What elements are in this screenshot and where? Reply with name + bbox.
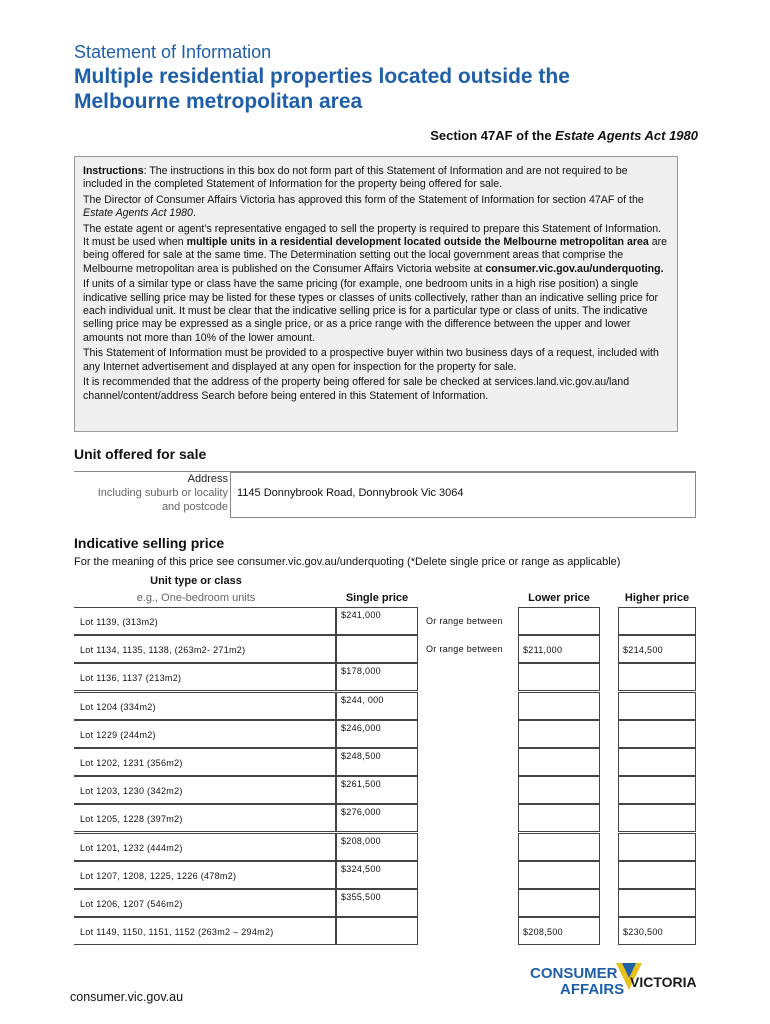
lower-price-cell[interactable] [518, 692, 600, 720]
price-meaning-note: For the meaning of this price see consumer.vic.gov.au/underquoting (*Delete single price or range as applicable) [74, 556, 621, 568]
higher-price-cell[interactable]: $230,500 [618, 917, 696, 945]
higher-price-cell[interactable] [618, 804, 696, 832]
unit-cell: Lot 1229 (244m2) [74, 720, 336, 748]
consumer-affairs-victoria-logo [530, 960, 702, 1004]
table-row [74, 748, 696, 776]
instructions-p5: This Statement of Information must be provided to a prospective buyer within two business days of a request, included with any Internet advertisement and displayed at any open for inspection for the property for sale. [83, 347, 659, 373]
single-price-cell[interactable]: $178,000 [336, 663, 418, 691]
higher-price-cell[interactable] [618, 607, 696, 635]
single-price-cell[interactable]: $324,500 [336, 861, 418, 889]
higher-price-cell[interactable]: $214,500 [618, 635, 696, 663]
higher-price-cell[interactable] [618, 776, 696, 804]
instructions-p4: If units of a similar type or class have the same pricing (for example, one bedroom units in a high rise position) a single indicative selling price may be listed for these types or classes of units collectively, rather than an indicative selling price for each individual unit. It must be clear that the indicative selling price is for a particular type or class of units. The indicative selling price may be expressed as a single price, or as a price range with the difference between the upper and lower amounts not more than 10% of the lower amount. [83, 278, 659, 344]
lower-price-cell[interactable]: $211,000 [518, 635, 600, 663]
unit-type-example: e.g., One-bedroom units [136, 592, 256, 604]
unit-cell: Lot 1201, 1232 (444m2) [74, 833, 336, 861]
higher-price-cell[interactable] [618, 889, 696, 917]
single-price-header: Single price [345, 592, 409, 604]
single-price-cell[interactable]: $246,000 [336, 720, 418, 748]
higher-price-cell[interactable] [618, 748, 696, 776]
single-price-cell[interactable]: $208,000 [336, 833, 418, 861]
unit-cell: Lot 1207, 1208, 1225, 1226 (478m2) [74, 861, 336, 889]
lower-price-cell[interactable] [518, 833, 600, 861]
logo-word: VICTORIA [630, 974, 697, 990]
table-row [74, 833, 696, 861]
section-prefix: Section 47AF of the [430, 128, 556, 143]
lower-price-cell[interactable] [518, 607, 600, 635]
higher-price-cell[interactable] [618, 692, 696, 720]
single-price-cell[interactable]: $276,000 [336, 804, 418, 832]
higher-price-header: Higher price [624, 592, 690, 604]
lower-price-cell[interactable] [518, 663, 600, 691]
higher-price-cell[interactable] [618, 861, 696, 889]
instructions-box [74, 156, 678, 432]
unit-cell: Lot 1139, (313m2) [74, 607, 336, 635]
section-act: Estate Agents Act 1980 [555, 128, 698, 143]
or-range-label: Or range between [426, 616, 503, 626]
higher-price-cell[interactable] [618, 663, 696, 691]
footer-website: consumer.vic.gov.au [70, 990, 184, 1004]
address-field[interactable]: 1145 Donnybrook Road, Donnybrook Vic 3064 [230, 472, 696, 518]
table-row [74, 607, 696, 635]
section-reference [430, 128, 698, 143]
table-row [74, 917, 696, 945]
instructions-p3 [83, 223, 669, 277]
address-label-sub1: Including suburb or locality [97, 487, 228, 499]
address-label-main: Address [187, 473, 228, 485]
single-price-cell[interactable] [336, 917, 418, 945]
lower-price-cell[interactable]: $208,500 [518, 917, 600, 945]
address-label [74, 472, 228, 514]
instructions-p2-text: The Director of Consumer Affairs Victoria has approved this form of the Statement of Information for section 47AF of the [83, 193, 644, 206]
table-row [74, 692, 696, 720]
instructions-p2 [83, 194, 669, 221]
lower-price-cell[interactable] [518, 720, 600, 748]
unit-cell: Lot 1203, 1230 (342m2) [74, 776, 336, 804]
single-price-cell[interactable]: $261,500 [336, 776, 418, 804]
logo-line1: CONSUMER [530, 965, 618, 982]
table-row [74, 663, 696, 691]
single-price-cell[interactable] [336, 635, 418, 663]
instructions-p3-b: multiple units in a residential development located outside the Melbourne metropolitan area [186, 236, 649, 249]
single-price-cell[interactable]: $248,500 [336, 748, 418, 776]
title-line-1: Multiple residential properties located outside the [74, 65, 570, 88]
unit-cell: Lot 1134, 1135, 1138, (263m2- 271m2) [74, 635, 336, 663]
table-row [74, 889, 696, 917]
or-range-label: Or range between [426, 644, 503, 655]
unit-cell: Lot 1205, 1228 (397m2) [74, 804, 336, 832]
instructions-label: Instructions [83, 165, 144, 177]
logo-line2: AFFAIRS [560, 981, 625, 998]
indicative-price-heading: Indicative selling price [74, 535, 225, 551]
instructions-p2-end: . [192, 207, 196, 220]
table-row [74, 804, 696, 832]
unit-cell: Lot 1149, 1150, 1151, 1152 (263m2 – 294m2) [74, 917, 336, 945]
lower-price-cell[interactable] [518, 889, 600, 917]
unit-cell: Lot 1206, 1207 (546m2) [74, 889, 336, 917]
title-line-2: Melbourne metropolitan area [74, 90, 363, 113]
single-price-cell[interactable]: $355,500 [336, 889, 418, 917]
unit-offered-heading: Unit offered for sale [74, 446, 207, 462]
unit-cell: Lot 1202, 1231 (356m2) [74, 748, 336, 776]
page-title [74, 64, 674, 114]
lower-price-cell[interactable] [518, 776, 600, 804]
instructions-p2-act: Estate Agents Act 1980 [83, 207, 193, 220]
lower-price-cell[interactable] [518, 804, 600, 832]
table-row [74, 861, 696, 889]
table-row [74, 635, 696, 663]
lower-price-header: Lower price [528, 592, 590, 604]
unit-cell: Lot 1136, 1137 (213m2) [74, 663, 336, 691]
statement-label: Statement of Information [74, 42, 272, 62]
unit-type-heading: Unit type or class [150, 575, 242, 587]
underquoting-link[interactable]: consumer.vic.gov.au/underquoting. [485, 262, 664, 275]
lower-price-cell[interactable] [518, 748, 600, 776]
higher-price-cell[interactable] [618, 833, 696, 861]
higher-price-cell[interactable] [618, 720, 696, 748]
unit-cell: Lot 1204 (334m2) [74, 692, 336, 720]
instructions-p6: It is recommended that the address of the property being offered for sale be checked at services.land.vic.gov.au/land channel/content/address Search before being entered in this Statement of Information. [83, 376, 630, 402]
instructions-p3-a: The estate agent or agent’s representative engaged to sell the property is required to prepare this Statement of Information. It must be used when [83, 222, 662, 249]
instructions-p1-text: : The instructions in this box do not form part of this Statement of Information and are not required to be included in the completed Statement of Information for the property being offered for sale. [83, 165, 628, 191]
table-row [74, 720, 696, 748]
address-label-sub2: and postcode [161, 501, 228, 513]
table-row [74, 776, 696, 804]
lower-price-cell[interactable] [518, 861, 600, 889]
instructions-p1 [83, 165, 669, 192]
single-price-cell[interactable]: $244, 000 [336, 692, 418, 720]
single-price-cell[interactable]: $241,000 [336, 607, 418, 635]
instructions-p3-c: are being offered for sale at the same time. The Determination setting out the local government areas that comprise the Melbourne metropolitan area is published on the Consumer Affairs Victoria website at [83, 236, 668, 275]
